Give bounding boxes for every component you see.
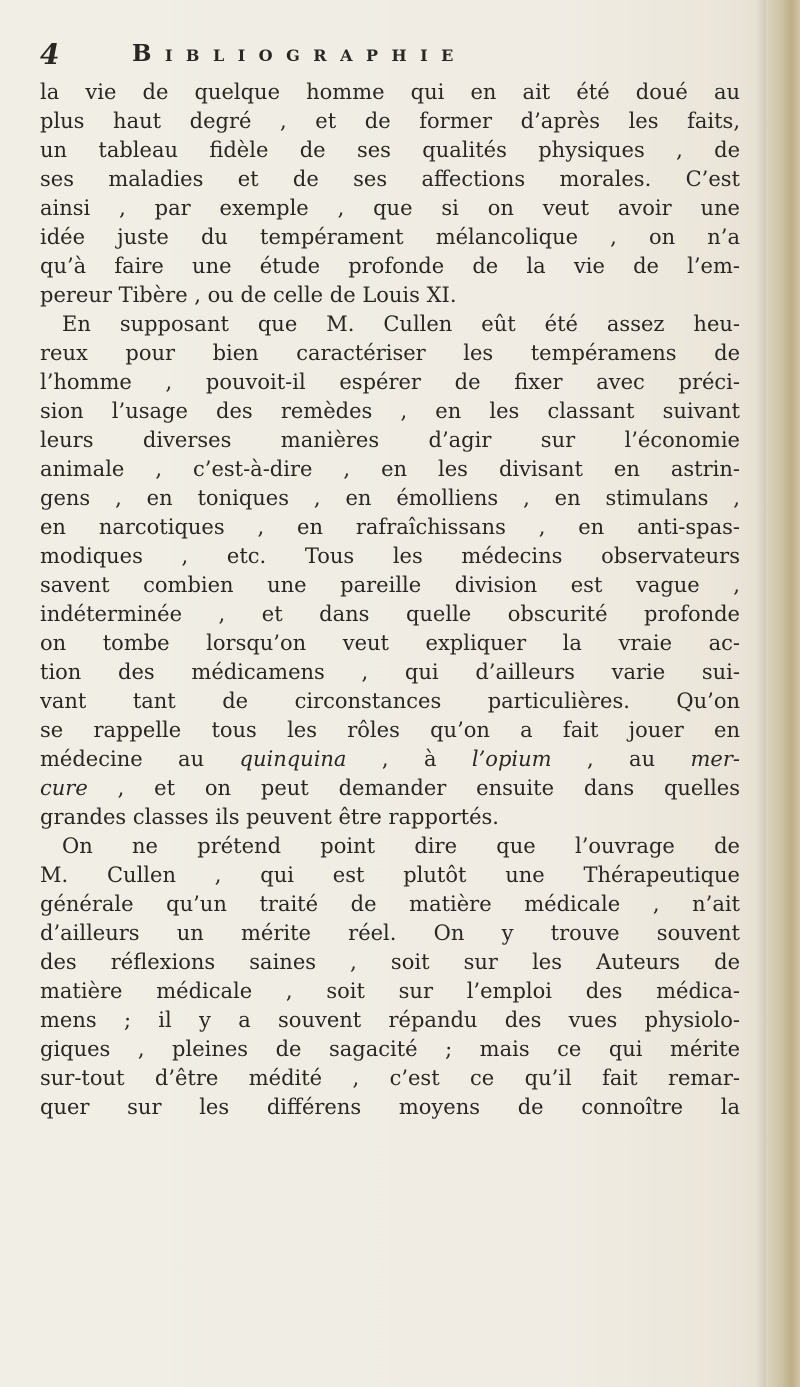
text-line: on tombe lorsqu’on veut expliquer la vraie ac-	[40, 631, 740, 655]
text-line: quer sur les différens moyens de connoître la	[40, 1095, 740, 1119]
body-text	[40, 78, 740, 1122]
text-line: plus haut degré , et de former d’après les faits,	[40, 109, 740, 133]
text-span: , au	[551, 747, 691, 771]
text-line: animale , c’est-à-dire , en les divisant en astrin-	[40, 457, 740, 481]
running-head: Bibliographie	[132, 40, 467, 67]
italic-term: cure	[40, 776, 88, 800]
text-line: giques , pleines de sagacité ; mais ce qui mérite	[40, 1037, 740, 1061]
italic-term: mer-	[690, 747, 740, 771]
text-line: des réflexions saines , soit sur les Auteurs de	[40, 950, 740, 974]
text-line: On ne prétend point dire que l’ouvrage de	[62, 834, 740, 858]
text-line: la vie de quelque homme qui en ait été doué au	[40, 80, 740, 104]
text-line: sion l’usage des remèdes , en les classant suivant	[40, 399, 740, 423]
page-gutter-shadow	[756, 0, 766, 1387]
text-line: l’homme , pouvoit-il espérer de fixer avec préci-	[40, 370, 740, 394]
text-line: vant tant de circonstances particulières. Qu’on	[40, 689, 740, 713]
text-line: savent combien une pareille division est vague ,	[40, 573, 740, 597]
text-line	[40, 745, 740, 774]
text-line: générale qu’un traité de matière médicale , n’ait	[40, 892, 740, 916]
text-line: tion des médicamens , qui d’ailleurs varie sui-	[40, 660, 740, 684]
text-line: leurs diverses manières d’agir sur l’économie	[40, 428, 740, 452]
text-line: modiques , etc. Tous les médecins observateurs	[40, 544, 740, 568]
text-line: pereur Tibère , ou de celle de Louis XI.	[40, 283, 457, 307]
italic-term: l’opium	[471, 747, 552, 771]
page-edge	[766, 0, 800, 1387]
text-line: un tableau fidèle de ses qualités physiques , de	[40, 138, 740, 162]
text-line: indéterminée , et dans quelle obscurité profonde	[40, 602, 740, 626]
text-line: reux pour bien caractériser les tempéramens de	[40, 341, 740, 365]
text-line: d’ailleurs un mérite réel. On y trouve souvent	[40, 921, 740, 945]
text-line: mens ; il y a souvent répandu des vues physiolo-	[40, 1008, 740, 1032]
italic-term: quinquina	[239, 747, 347, 771]
text-line: ses maladies et de ses affections morales. C’est	[40, 167, 740, 191]
text-span: , à	[346, 747, 472, 771]
text-line: ainsi , par exemple , que si on veut avoir une	[40, 196, 740, 220]
text-span: médecine au	[40, 747, 240, 771]
text-line: gens , en toniques , en émolliens , en stimulans ,	[40, 486, 740, 510]
text-line: idée juste du tempérament mélancolique , on n’a	[40, 225, 740, 249]
page-header	[40, 40, 580, 70]
text-line: sur-tout d’être médité , c’est ce qu’il fait remar-	[40, 1066, 740, 1090]
text-line: se rappelle tous les rôles qu’on a fait jouer en	[40, 718, 740, 742]
text-line: qu’à faire une étude profonde de la vie de l’em-	[40, 254, 740, 278]
text-line: grandes classes ils peuvent être rapportés.	[40, 805, 499, 829]
text-line: M. Cullen , qui est plutôt une Thérapeutique	[40, 863, 740, 887]
text-line	[40, 774, 740, 803]
page-number: 4	[40, 38, 60, 71]
text-span: , et on peut demander ensuite dans quelles	[87, 776, 740, 800]
text-line: matière médicale , soit sur l’emploi des médica-	[40, 979, 740, 1003]
text-line: En supposant que M. Cullen eût été assez heu-	[62, 312, 740, 336]
text-line: en narcotiques , en rafraîchissans , en anti-spas-	[40, 515, 740, 539]
